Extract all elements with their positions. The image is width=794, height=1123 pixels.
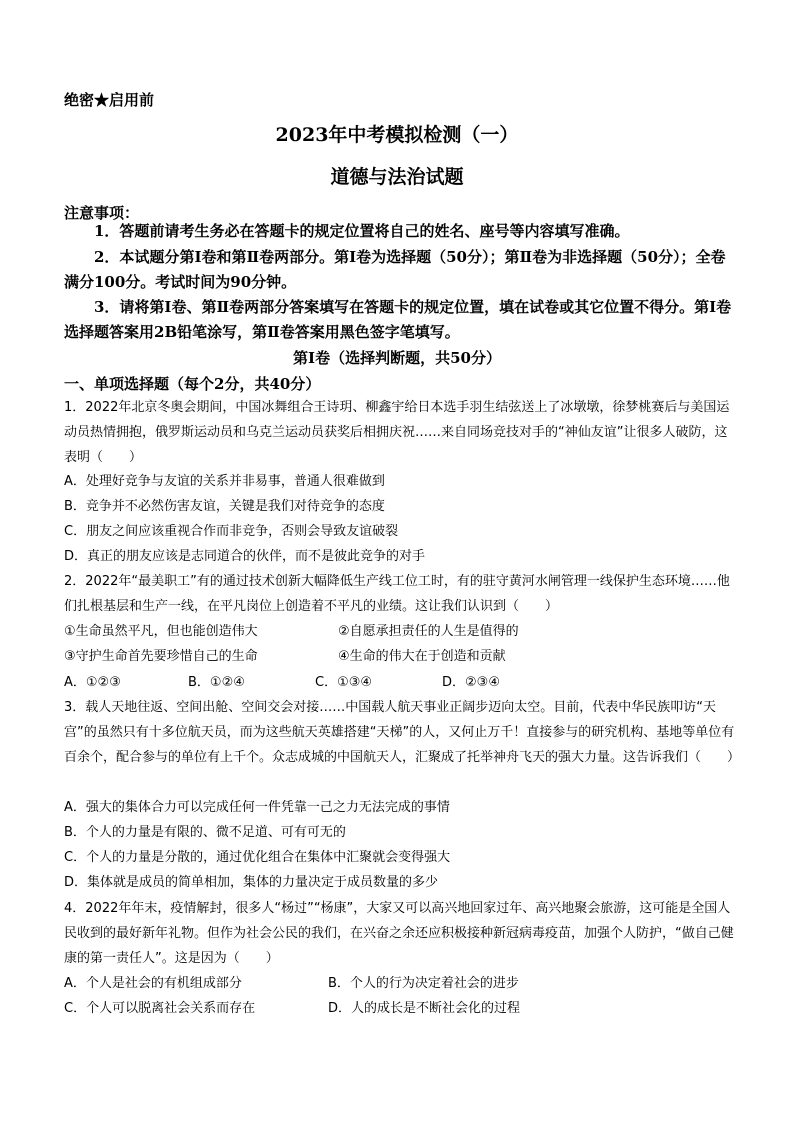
question-2-statement-3: ③守护生命首先要珍惜自己的生命 — [64, 649, 258, 664]
notice-heading: 注意事项： — [64, 204, 140, 222]
question-3-option-a: A．强大的集体合力可以完成任何一件凭靠一己之力无法完成的事情 — [64, 800, 450, 815]
question-2-option-c: C．①③④ — [315, 675, 373, 690]
question-3-option-c: C．个人的力量是分散的，通过优化组合在集体中汇聚就会变得强大 — [64, 850, 451, 865]
question-2-stem: 2．2022年“最美职工”有的通过技术创新大幅降低生产线工位工时，有的驻守黄河水闸管理一线保护生态环境……他们扎根基层和生产一线，在平凡岗位上创造着不平凡的业绩。这让我们认识到（ ） — [64, 574, 730, 614]
question-4-option-a: A．个人是社会的有机组成部分 — [64, 976, 242, 991]
question-4-option-c: C．个人可以脱离社会关系而存在 — [64, 1001, 256, 1016]
question-4-option-d: D．人的成长是不断社会化的过程 — [328, 1001, 521, 1016]
question-2-option-a: A．①②③ — [64, 675, 121, 690]
question-4-stem: 4．2022年年末，疫情解封，很多人“杨过”“杨康”，大家又可以高兴地回家过年、高兴地聚会旅游，这可能是全国人民收到的最好新年礼物。但作为社会公民的我们，在兴奋之余还应积极接种新冠病毒疫苗，加强个人防护，“做自己健康的第一责任人”。这是因为（ ） — [64, 901, 734, 966]
question-2-option-d: D．②③④ — [442, 675, 500, 690]
question-2-statement-2: ②自愿承担责任的人生是值得的 — [338, 624, 519, 639]
exam-title: 2023年中考模拟检测（一） — [275, 124, 519, 146]
question-2-statement-4: ④生命的伟大在于创造和贡献 — [338, 649, 506, 664]
question-3-stem: 3．载人天地往返、空间出舱、空间交会对接……中国载人航天事业正阔步迈向太空。目前，代表中华民族叩访“天宫”的虽然只有十多位航天员，而为这些航天英雄搭建“天梯”的人，又何止万千！直接参与的研究机构、基地等单位有百余个，配合参与的单位有上千个。众志成城的中国航天人，汇聚成了托举神舟飞天的强大力量。这告诉我们（ ） — [64, 700, 741, 765]
question-2-statement-1: ①生命虽然平凡，但也能创造伟大 — [64, 624, 258, 639]
question-1-option-b: B．竞争并不必然伤害友谊，关键是我们对待竞争的态度 — [64, 499, 385, 514]
section-title: 第Ⅰ卷（选择判断题，共50分） — [293, 349, 501, 367]
question-1-option-c: C．朋友之间应该重视合作而非竞争，否则会导致友谊破裂 — [64, 524, 399, 539]
notice-item-1: 1．答题前请考生务必在答题卡的规定位置将自己的姓名、座号等内容填写准确。 — [94, 222, 630, 240]
notice-item-2: 2．本试题分第Ⅰ卷和第Ⅱ卷两部分。第Ⅰ卷为选择题（50分）；第Ⅱ卷为非选择题（50分）；全卷满分100分。考试时间为90分钟。 — [64, 248, 726, 291]
subject-title: 道德与法治试题 — [330, 166, 464, 188]
part-heading: 一、单项选择题（每个2分，共40分） — [64, 375, 321, 393]
notice-item-3: 3．请将第Ⅰ卷、第Ⅱ卷两部分答案填写在答题卡的规定位置，填在试卷或其它位置不得分。第Ⅰ卷选择题答案用2B铅笔涂写，第Ⅱ卷答案用黑色签字笔填写。 — [64, 298, 732, 341]
question-1-option-d: D．真正的朋友应该是志同道合的伙伴，而不是彼此竞争的对手 — [64, 549, 426, 564]
question-1-option-a: A．处理好竞争与友谊的关系并非易事，普通人很难做到 — [64, 474, 385, 489]
question-1-stem: 1．2022年北京冬奥会期间，中国冰舞组合王诗玥、柳鑫宇给日本选手羽生结弦送上了冰墩墩，徐梦桃赛后与美国运动员热情拥抱，俄罗斯运动员和乌克兰运动员获奖后相拥庆祝……来自同场竞技对手的“神仙友谊”让很多人破防，这表明（ ） — [64, 400, 730, 465]
question-3-option-d: D．集体就是成员的简单相加，集体的力量决定于成员数量的多少 — [64, 875, 439, 890]
question-3-option-b: B．个人的力量是有限的、微不足道、可有可无的 — [64, 825, 346, 840]
question-2-option-b: B．①②④ — [188, 675, 245, 690]
question-4-option-b: B．个人的行为决定着社会的进步 — [328, 976, 519, 991]
confidential-label: 绝密★启用前 — [64, 91, 155, 109]
